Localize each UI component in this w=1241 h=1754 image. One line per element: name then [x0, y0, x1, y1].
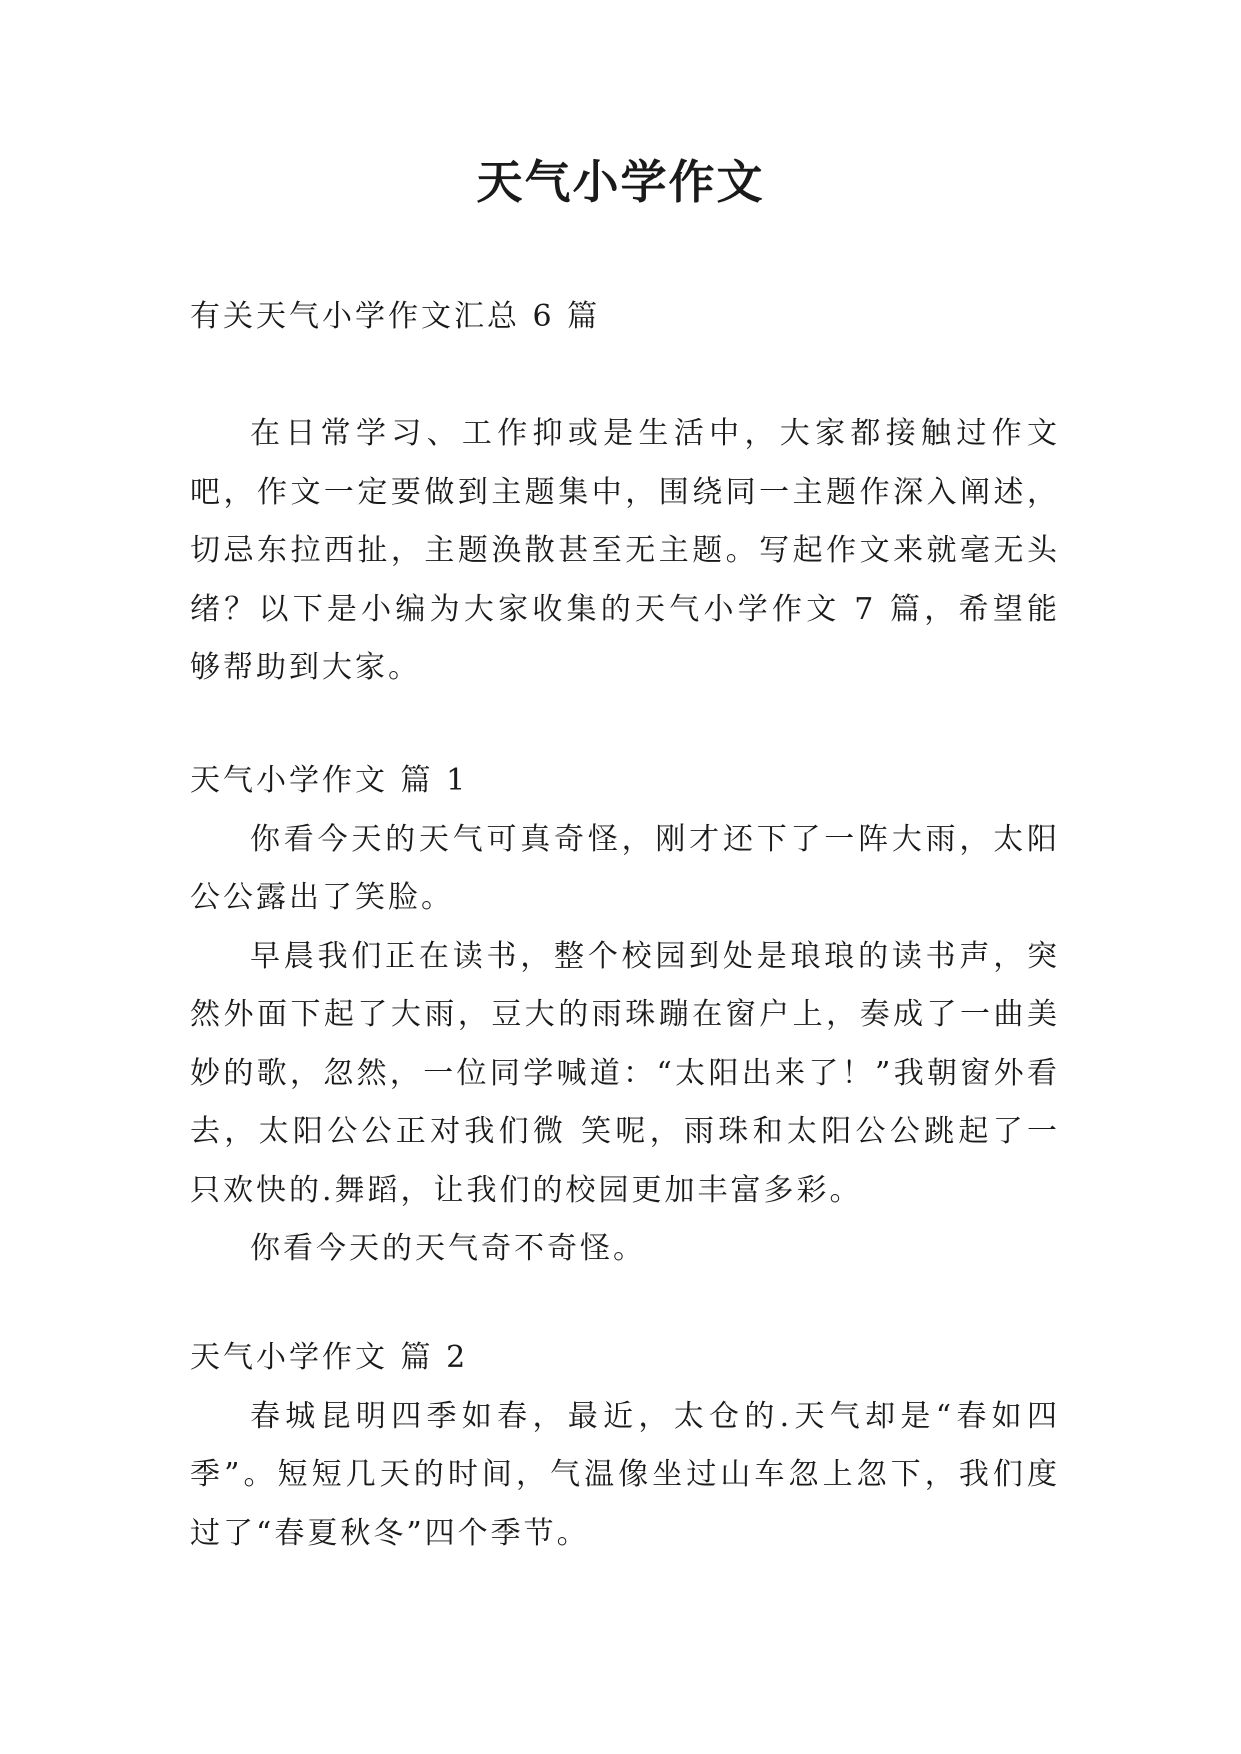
document-subtitle: 有关天气小学作文汇总 6 篇 — [190, 299, 601, 334]
section-heading: 天气小学作文 篇 1 — [190, 763, 469, 798]
section-2 — [190, 1329, 1060, 1563]
intro-paragraph: 在日常学习、工作抑或是生活中，大家都接触过作文吧，作文一定要做到主题集中，围绕同一主题作深入阐述，切忌东拉西扯，主题涣散甚至无主题。写起作文来就毫无头绪？以下是小编为大家收集的天气小学作文 7 篇，希望能够帮助到大家。 — [190, 416, 1060, 685]
section-heading: 天气小学作文 篇 2 — [190, 1340, 469, 1375]
document-title: 天气小学作文 — [476, 155, 765, 209]
section-paragraph: 早晨我们正在读书，整个校园到处是琅琅的读书声，突然外面下起了大雨，豆大的雨珠蹦在窗户上，奏成了一曲美妙的歌，忽然，一位同学喊道：“太阳出来了！”我朝窗外看去，太阳公公正对我们微 笑呢，雨珠和太阳公公跳起了一只欢快的.舞蹈，让我们的校园更加丰富多彩。 — [190, 938, 1060, 1208]
intro-block — [190, 405, 1060, 698]
section-paragraph: 春城昆明四季如春，最近，太仓的.天气却是“春如四季”。短短几天的时间，气温像坐过山车忽上忽下，我们度过了“春夏秋冬”四个季节。 — [190, 1398, 1060, 1551]
section-1 — [190, 752, 1060, 1279]
section-paragraph: 你看今天的天气可真奇怪，刚才还下了一阵大雨，太阳公公露出了笑脸。 — [190, 821, 1060, 915]
section-paragraph: 你看今天的天气奇不奇怪。 — [250, 1231, 646, 1266]
